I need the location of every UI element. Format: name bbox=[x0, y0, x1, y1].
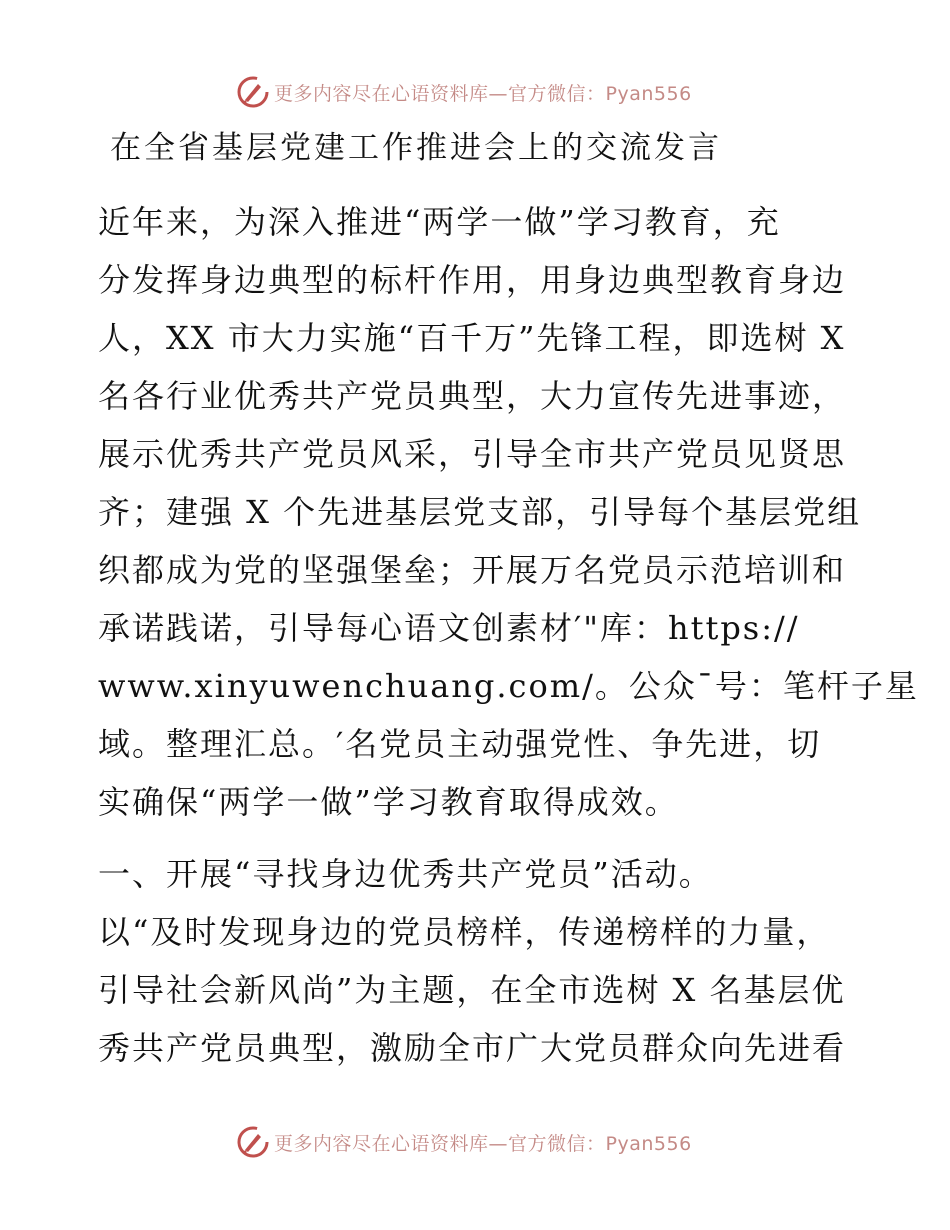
body-line: 名各行业优秀共产党员典型，大力宣传先进事迹， bbox=[98, 377, 847, 415]
section-heading: 一、开展“寻找身边优秀共产党员”活动。 bbox=[98, 855, 713, 893]
body-line: 展示优秀共产党员风采，引导全市共产党员见贤思 bbox=[98, 435, 847, 473]
body-line: 织都成为党的坚强堡垒；开展万名党员示范培训和 bbox=[98, 551, 847, 589]
body-line: 承诺践诺，引导每心语文创素材′"库：https:// bbox=[98, 609, 800, 647]
body-line: 秀共产党员典型，激励全市广大党员群众向先进看 bbox=[98, 1029, 847, 1067]
body-line: 齐；建强 X 个先进基层党支部，引导每个基层党组 bbox=[98, 493, 862, 531]
quill-seal-logo-icon bbox=[236, 75, 270, 109]
body-line: 以“及时发现身边的党员榜样，传递榜样的力量， bbox=[98, 913, 831, 951]
body-line: 人，XX 市大力实施“百千万”先锋工程，即选树 X bbox=[98, 319, 846, 357]
watermark-text: 更多内容尽在心语资料库—官方微信：Pyan556 bbox=[274, 82, 692, 105]
document-title: 在全省基层党建工作推进会上的交流发言 bbox=[110, 130, 722, 166]
body-line: 近年来，为深入推进“两学一做”学习教育，充 bbox=[98, 203, 781, 241]
body-line: www.xinyuwenchuang.com/。公众¯号：笔杆子星 bbox=[98, 667, 919, 705]
body-line: 域。整理汇总。′名党员主动强党性、争先进，切 bbox=[98, 725, 822, 763]
footer-watermark bbox=[236, 1122, 756, 1162]
quill-seal-logo-icon bbox=[236, 1125, 270, 1159]
body-line: 实确保“两学一做”学习教育取得成效。 bbox=[98, 783, 679, 821]
body-line: 分发挥身边典型的标杆作用，用身边典型教育身边 bbox=[98, 261, 847, 299]
body-line: 引导社会新风尚”为主题，在全市选树 X 名基层优 bbox=[98, 971, 846, 1009]
watermark-text: 更多内容尽在心语资料库—官方微信：Pyan556 bbox=[274, 1132, 692, 1155]
header-watermark bbox=[236, 72, 756, 112]
